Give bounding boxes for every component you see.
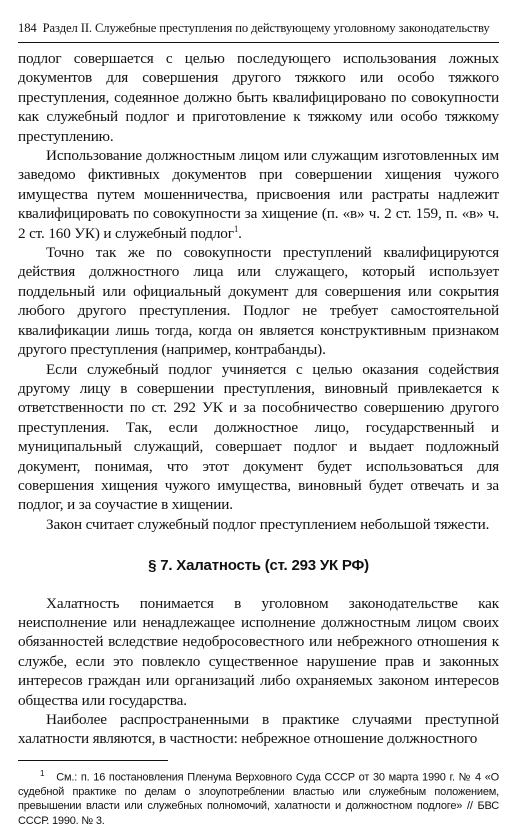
footnote-reference: 1 bbox=[233, 223, 239, 234]
footnote-text: См.: п. 16 постановления Пленума Верховного Суда СССР от 30 марта 1990 г. № 4 «О судебной практике по делам о злоупотреблении властью или служебным положением, превышении власти или служебных полномочий, халатности и должностном подлоге» // БВС СССР. 1990. № 3. bbox=[18, 771, 499, 827]
paragraph: Наиболее распространенными в практике случаями преступной халатности являются, в частности: небрежное отношение должностного bbox=[18, 711, 499, 748]
running-header bbox=[18, 20, 499, 43]
paragraph: Закон считает служебный подлог преступлением небольшой тяжести. bbox=[46, 515, 490, 533]
paragraph-text: Использование должностным лицом или служащим изготовленных им заведомо фиктивных документов при совершении хищения чужого имущества путем мошенничества, присвоения или растраты надлежит квалифицировать по совокупности за хищение (п. «в» ч. 2 ст. 159, п. «в» ч. 2 ст. 160 УК) и служебный подлог bbox=[18, 147, 499, 242]
paragraph: Если служебный подлог учиняется с целью оказания содействия другому лицу в совершении преступления, виновный привлекается к ответственности по ст. 292 УК и за пособничество совершению другого преступления. Так, если должностное лицо, государственный и муниципальный служащий, совершает подлог и выдает подложный документ, понимая, что этот документ будет использоваться для совершения хищения чужого имущества, виновный будет отвечать и за подлог, и за соучастие в хищении. bbox=[18, 360, 499, 514]
footnote-mark: 1 bbox=[40, 768, 45, 778]
footnote bbox=[18, 767, 499, 828]
paragraph: Халатность понимается в уголовном законодательстве как неисполнение или ненадлежащее исполнение должностным лицом своих обязанностей вследствие недобросовестного или небрежного отношения к службе, если это повлекло существенное нарушение прав и законных интересов граждан или организаций либо охраняемых законом интересов общества или государства. bbox=[18, 594, 499, 709]
footnote-divider bbox=[18, 760, 168, 761]
main-text bbox=[18, 49, 499, 749]
paragraph: Использование должностным лицом или служащим изготовленных им заведомо фиктивных документов при совершении хищения чужого имущества путем мошенничества, присвоения или растраты надлежит квалифицировать по совокупности за хищение (п. «в» ч. 2 ст. 159, п. «в» ч. 2 ст. 160 УК) и служебный подлог$^1$. bbox=[18, 147, 499, 242]
running-title: Раздел II. Служебные преступления по действующему уголовному законодательству bbox=[42, 21, 490, 35]
section-heading: § 7. Халатность (ст. 293 УК РФ) bbox=[148, 557, 369, 575]
paragraph: подлог совершается с целью последующего использования ложных документов для совершения другого тяжкого или особо тяжкого преступления, содеянное должно быть квалифицировано по совокупности как служебный подлог и приготовление к тяжкому или особо тяжкому преступлению. bbox=[18, 50, 499, 145]
page-number: 184 bbox=[18, 21, 37, 35]
paragraph: Точно так же по совокупности преступлений квалифицируются действия должностного лица или служащего, который использует поддельный или официальный документ для совершения или сокрытия любого другого преступления. Подлог не требует самостоятельной квалификации лишь тогда, когда он является конструктивным признаком другого преступления (например, контрабанды). bbox=[18, 244, 499, 359]
